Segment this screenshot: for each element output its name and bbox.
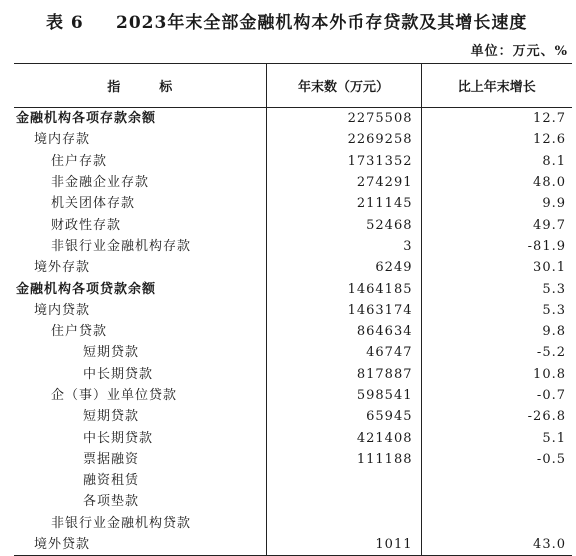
deposit-loan-table: [14, 63, 572, 556]
table-title: [0, 8, 576, 36]
row-label: 金融机构各项贷款余额: [16, 281, 157, 297]
table-row: [14, 406, 572, 427]
row-label: 短期贷款: [83, 345, 140, 361]
row-label: 融资租赁: [83, 473, 140, 489]
row-label: 中长期贷款: [83, 366, 154, 382]
table-row: [14, 172, 572, 193]
row-growth: -5.2: [536, 345, 566, 361]
row-growth: 12.6: [533, 132, 566, 148]
unit-note: 单位：万元、%: [470, 44, 568, 59]
row-label: 短期贷款: [83, 409, 140, 425]
row-label: 境内贷款: [34, 302, 91, 318]
row-value: 52468: [266, 214, 421, 235]
header-growth: 比上年末增长: [421, 64, 572, 108]
row-growth: [421, 513, 572, 534]
row-value: 65945: [266, 406, 421, 427]
table-row: [14, 534, 572, 556]
row-label: 境内存款: [34, 132, 91, 148]
row-value: 3: [266, 236, 421, 257]
table-row: [14, 513, 572, 534]
row-value: 211145: [266, 193, 421, 214]
row-value: 864634: [266, 321, 421, 342]
table-row: [14, 385, 572, 406]
row-label: 非银行业金融机构存款: [51, 238, 192, 254]
row-label: 住户贷款: [51, 324, 108, 340]
row-growth: -0.7: [536, 388, 566, 403]
row-growth: 48.0: [533, 175, 566, 191]
row-growth: [421, 470, 572, 491]
table-row: [14, 364, 572, 385]
table-row: [14, 193, 572, 214]
table-row: [14, 214, 572, 235]
row-value: 111188: [266, 449, 421, 470]
row-label: 境外贷款: [14, 534, 266, 556]
table-row: [14, 236, 572, 257]
header-indicator: 指 标: [14, 64, 266, 108]
table-row: [14, 491, 572, 512]
row-label: 金融机构各项存款余额: [16, 111, 157, 127]
table-row: [14, 129, 572, 150]
row-growth: 10.8: [533, 366, 566, 382]
row-label: 票据融资: [83, 451, 140, 467]
row-growth: 9.8: [542, 324, 566, 340]
row-value: 2269258: [266, 129, 421, 150]
table-title-text: 2023年末全部金融机构本外币存贷款及其增长速度: [116, 13, 528, 33]
row-label: 财政性存款: [51, 217, 122, 233]
row-label: 中长期贷款: [83, 430, 154, 446]
row-growth: 9.9: [542, 196, 566, 212]
row-growth: 5.1: [542, 430, 566, 446]
table-row: [14, 151, 572, 172]
header-row: [14, 64, 572, 108]
table-row: [14, 300, 572, 321]
row-growth: 12.7: [533, 111, 566, 127]
table-number: 表 6: [46, 13, 84, 33]
row-value: 1011: [266, 534, 421, 556]
row-label: 各项垫款: [83, 494, 140, 510]
row-growth: -81.9: [527, 238, 566, 254]
table-row: [14, 470, 572, 491]
row-growth: [421, 491, 572, 512]
row-label: 非金融企业存款: [51, 175, 150, 191]
row-growth: -26.8: [527, 409, 566, 425]
row-growth: 30.1: [533, 260, 566, 276]
table-row: [14, 342, 572, 363]
row-growth: 49.7: [533, 217, 566, 233]
row-value: 1463174: [266, 300, 421, 321]
row-label: 机关团体存款: [51, 196, 136, 212]
row-growth: 5.3: [542, 302, 566, 318]
row-label: 境外存款: [34, 260, 91, 276]
row-value: 2275508: [266, 108, 421, 130]
row-label: 非银行业金融机构贷款: [51, 515, 192, 531]
row-growth: 8.1: [542, 153, 566, 169]
row-value: 274291: [266, 172, 421, 193]
row-growth: -0.5: [536, 451, 566, 467]
row-value: [266, 470, 421, 491]
table-row: [14, 449, 572, 470]
row-value: 1464185: [266, 278, 421, 299]
row-growth: 5.3: [542, 281, 566, 297]
row-value: 1731352: [266, 151, 421, 172]
table-row: [14, 278, 572, 299]
row-value: 46747: [266, 342, 421, 363]
row-label: 住户存款: [51, 153, 108, 169]
table-row: [14, 108, 572, 130]
row-value: 421408: [266, 427, 421, 448]
table-row: [14, 321, 572, 342]
row-label: 企（事）业单位贷款: [51, 388, 178, 403]
row-value: [266, 513, 421, 534]
table-row: [14, 427, 572, 448]
row-value: [266, 491, 421, 512]
table-row: [14, 257, 572, 278]
row-value: 817887: [266, 364, 421, 385]
row-value: 598541: [266, 385, 421, 406]
row-growth: 43.0: [421, 534, 572, 556]
header-value: 年末数（万元）: [266, 64, 421, 108]
row-value: 6249: [266, 257, 421, 278]
